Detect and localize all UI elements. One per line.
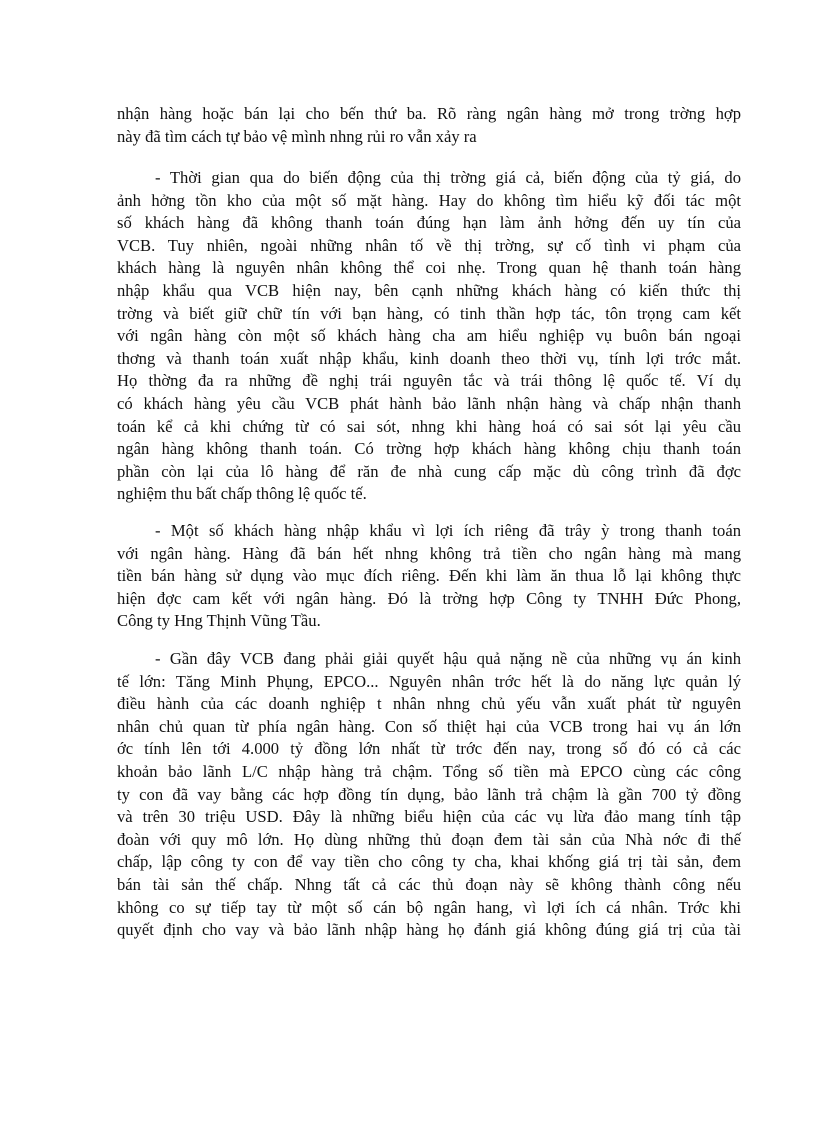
text-line: ảnh hởng tồn kho của một số mặt hàng. Hay do không tìm hiểu kỹ đối tác một xyxy=(117,190,741,210)
text-line: nhân chủ quan từ phía ngân hàng. Con số thiệt hại của VCB trong hai vụ án lớn xyxy=(117,716,741,736)
text-line: VCB. Tuy nhiên, ngoài những nhân tố về thị trờng, sự cố tình vi phạm của xyxy=(117,235,741,255)
text-line: với ngân hàng còn một số khách hàng cha am hiểu nghiệp vụ buôn bán ngoại xyxy=(117,326,741,346)
text-line: ngân hàng không thanh toán. Có trờng hợp khách hàng không chịu thanh toán xyxy=(117,439,741,459)
text-line: tiền bán hàng sử dụng vào mục đích riêng. Đến khi làm ăn thua lỗ lại không thực xyxy=(117,566,741,586)
text-line: nhập khẩu qua VCB hiện nay, bên cạnh những khách hàng có kiến thức thị xyxy=(117,280,741,300)
paragraph-delayed-payment xyxy=(117,520,741,633)
text-line: với ngân hàng. Hàng đã bán hết nhng không trả tiền cho ngân hàng mà mang xyxy=(117,543,741,563)
text-line: số khách hàng đã không thanh toán đúng hạn làm ảnh hởng đến uy tín của xyxy=(117,213,741,233)
text-line: không co sự tiếp tay từ một số cán bộ ngân hang, vì lợi ích cá nhân. Trớc khi xyxy=(117,897,741,917)
text-line: - Một số khách hàng nhập khẩu vì lợi ích riêng đã trây ỳ trong thanh toán xyxy=(155,521,741,540)
paragraph-economic-cases xyxy=(117,648,741,942)
text-line: ty con đã vay bằng các hợp đồng tín dụng, bảo lãnh trả chậm là gần 700 tỷ đồng xyxy=(117,784,741,804)
text-line: - Gần đây VCB đang phải giải quyết hậu quả nặng nề của những vụ án kinh xyxy=(155,649,741,668)
text-line: tế lớn: Tăng Minh Phụng, EPCO... Nguyên nhân trớc hết là do năng lực quản lý xyxy=(117,671,741,691)
text-line: trờng và biết giữ chữ tín với bạn hàng, có tinh thần hợp tác, tôn trọng cam kết xyxy=(117,303,741,323)
text-line: bán tài sản thế chấp. Nhng tất cả các thủ đoạn này sẽ không thành công nếu xyxy=(117,874,741,894)
text-line: và trên 30 triệu USD. Đây là những biểu hiện của các vụ lừa đảo mang tính tập xyxy=(117,807,741,827)
text-line: hiện đợc cam kết với ngân hàng. Đó là trờng hợp Công ty TNHH Đức Phong, xyxy=(117,588,741,608)
text-line: nghiệm thu bất chấp thông lệ quốc tế. xyxy=(117,484,367,504)
text-line: Công ty Hng Thịnh Vũng Tầu. xyxy=(117,611,321,631)
text-line: - Thời gian qua do biến động của thị trờng giá cả, biến động của tỷ giá, do xyxy=(155,168,741,187)
text-line: toán kể cả khi chứng từ có sai sót, nhng khi hàng hoá có sai sót lại yêu cầu xyxy=(117,416,741,436)
text-line: ớc tính lên tới 4.000 tỷ đồng lớn nhất từ trớc đến nay, trong số đó có cả các xyxy=(117,739,741,759)
text-line: phần còn lại của lô hàng để răn đe nhà cung cấp mặc dù công trình đã đợc xyxy=(117,461,741,481)
text-line: khách hàng là nguyên nhân không thể coi nhẹ. Trong quan hệ thanh toán hàng xyxy=(117,258,741,278)
text-line: có khách hàng yêu cầu VCB phát hành bảo lãnh nhận hàng và chấp nhận thanh xyxy=(117,393,741,413)
text-line: chấp, lập công ty con để vay tiền cho công ty cha, khai khống giá trị tài sản, đem xyxy=(117,852,741,872)
text-line: nhận hàng hoặc bán lại cho bến thứ ba. Rõ ràng ngân hàng mở trong trờng hợp xyxy=(117,104,741,123)
text-line: thơng và thanh toán xuất nhập khẩu, kinh doanh theo thời vụ, tính lợi trớc mắt. xyxy=(117,348,741,368)
text-line: khoản bảo lãnh L/C nhập hàng trả chậm. Tổng số tiền mà EPCO cùng các công xyxy=(117,761,741,781)
paragraph-continuation xyxy=(117,103,741,148)
text-line: này đã tìm cách tự bảo vệ mình nhng rủi ro vẫn xảy ra xyxy=(117,126,477,146)
text-line: điều hành của các doanh nghiệp t nhân nhng chủ yếu vẫn xuất phát từ nguyên xyxy=(117,694,741,714)
text-line: Họ thờng đa ra những đề nghị trái nguyên tắc và trái thông lệ quốc tế. Ví dụ xyxy=(117,371,741,391)
text-line: quyết định cho vay và bảo lãnh nhập hàng họ đánh giá không đúng giá trị của tài xyxy=(117,920,741,940)
text-line: đoàn với quy mô lớn. Họ dùng những thủ đoạn đem tài sản của Nhà nớc đi thế xyxy=(117,829,741,849)
paragraph-market-fluctuation xyxy=(117,167,741,506)
